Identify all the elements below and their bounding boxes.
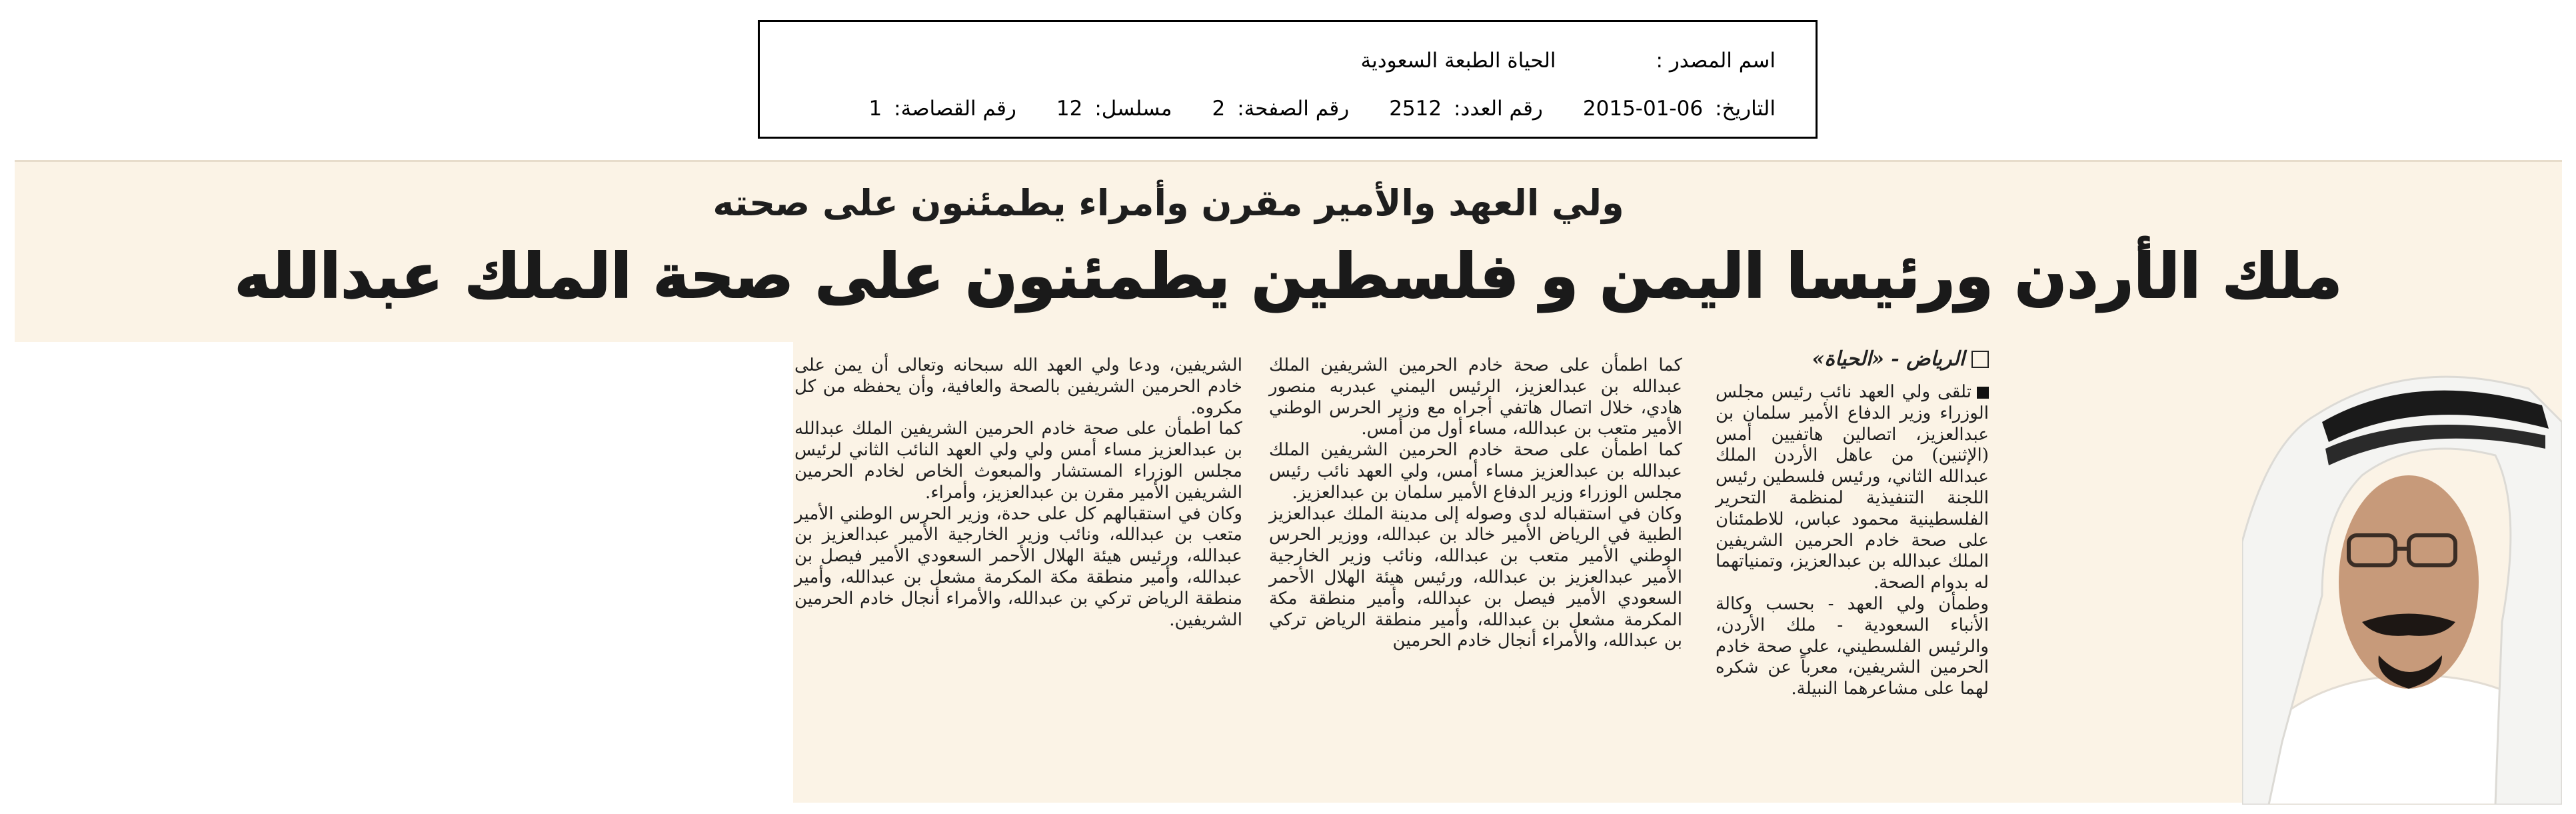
page-label: رقم الصفحة:	[1237, 97, 1350, 121]
date-pair	[1583, 97, 1776, 121]
paragraph-bullet-icon	[1977, 387, 1989, 399]
source-value: الحياة الطبعة السعودية	[1360, 49, 1556, 73]
article-dateline	[1716, 347, 1989, 371]
date-label: التاريخ:	[1715, 97, 1776, 121]
serial-pair	[1056, 97, 1172, 121]
issue-value: 2512	[1389, 97, 1442, 121]
col2-paragraph-3: وكان في استقباله لدى وصوله إلى مدينة الملك عبدالعزيز الطبية في الرياض الأمير خالد بن عبدالله، ووزير الحرس الوطني الأمير متعب بن عبدالله، ونائب وزير الخارجية الأمير عبدالعزيز بن عبدالله، ورئيس هيئة الهلال الأحمر السعودي الأمير فيصل بن عبدالله، وأمير منطقة مكة المكرمة مشعل بن عبدالله، وأمير منطقة الرياض تركي بن عبدالله، والأمراء أنجال خادم الحرمين	[1269, 503, 1682, 651]
serial-value: 12	[1056, 97, 1083, 121]
article-column-2	[1269, 355, 1682, 652]
date-value: 2015-01-06	[1582, 97, 1704, 121]
issue-pair	[1389, 97, 1543, 121]
clip-pair	[868, 97, 1016, 121]
source-label: اسم المصدر :	[1656, 49, 1776, 73]
col1-paragraph-1	[1716, 382, 1989, 594]
clip-value: 1	[868, 97, 882, 121]
article-headline: ملك الأردن ورئيسا اليمن و فلسطين يطمئنون على صحة الملك عبدالله	[234, 241, 2343, 312]
source-pair	[1361, 49, 1776, 73]
clip-label: رقم القصاصة:	[894, 97, 1016, 121]
blank-area	[15, 342, 793, 805]
col3-paragraph-1: الشريفين، ودعا ولي العهد الله سبحانه وتعالى أن يمن على خادم الحرمين الشريفين بالصحة والعافية، وأن يحفظه من كل مكروه.	[794, 355, 1242, 418]
portrait-illustration	[2242, 342, 2562, 805]
issue-info-row	[828, 97, 1776, 121]
page-pair	[1212, 97, 1349, 121]
issue-label: رقم العدد:	[1454, 97, 1543, 121]
source-metadata-box	[758, 20, 1818, 139]
col2-paragraph-2: كما اطمأن على صحة خادم الحرمين الشريفين الملك عبدالله بن عبدالعزيز مساء أمس، ولي العهد نائب رئيس مجلس الوزراء وزير الدفاع الأمير سلمان بن عبدالعزيز.	[1269, 440, 1682, 503]
article-subheadline: ولي العهد والأمير مقرن وأمراء يطمئنون على صحته	[712, 182, 1624, 224]
article-column-1	[1716, 382, 1989, 700]
king-portrait-photo	[2242, 342, 2562, 805]
newspaper-clipping	[15, 160, 2562, 803]
article-column-3	[794, 355, 1242, 631]
col1-paragraph-2: وطمأن ولي العهد - بحسب وكالة الأنباء السعودية - ملك الأردن، والرئيس الفلسطيني، على صحة خادم الحرمين الشريفين، معرباً عن شكره لهما على مشاعرهما النبيلة.	[1716, 593, 1989, 699]
col1-paragraph-1-text: تلقى ولي العهد نائب رئيس مجلس الوزراء وزير الدفاع الأمير سلمان بن عبدالعزيز، اتصالين هاتفيين أمس (الإثنين) من عاهل الأردن الملك عبدالله الثاني، ورئيس فلسطين رئيس اللجنة التنفيذية لمنظمة التحرير الفلسطينية محمود عباس، للاطمئنان على صحة خادم الحرمين الشريفين الملك عبدالله بن عبدالعزيز، وتمنياتهما له بدوام الصحة.	[1716, 382, 1989, 593]
col3-paragraph-3: وكان في استقبالهم كل على حدة، وزير الحرس الوطني الأمير متعب بن عبدالله، ونائب وزير الخارجية الأمير عبدالعزيز بن عبدالله، ورئيس هيئة الهلال الأحمر السعودي الأمير فيصل بن عبدالله، وأمير منطقة مكة المكرمة مشعل بن عبدالله، وأمير منطقة الرياض تركي بن عبدالله، والأمراء أنجال خادم الحرمين الشريفين.	[794, 503, 1242, 630]
dateline-box-icon	[1971, 351, 1989, 368]
col3-paragraph-2: كما اطمأن على صحة خادم الحرمين الشريفين الملك عبدالله بن عبدالعزيز مساء أمس ولي ولي العهد النائب الثاني لرئيس مجلس الوزراء المستشار والمبعوث الخاص لخادم الحرمين الشريفين الأمير مقرن بن عبدالعزيز، وأمراء.	[794, 419, 1242, 503]
serial-label: مسلسل:	[1094, 97, 1172, 121]
dateline-text: الرياض - «الحياة»	[1812, 347, 1965, 371]
page-value: 2	[1212, 97, 1226, 121]
col2-paragraph-1: كما اطمأن على صحة خادم الحرمين الشريفين الملك عبدالله بن عبدالعزيز، الرئيس اليمني عبدربه منصور هادي، خلال اتصال هاتفي أجراه مع وزير الحرس الوطني الأمير متعب بن عبدالله، مساء أول من أمس.	[1269, 355, 1682, 439]
source-row	[1321, 49, 1776, 73]
